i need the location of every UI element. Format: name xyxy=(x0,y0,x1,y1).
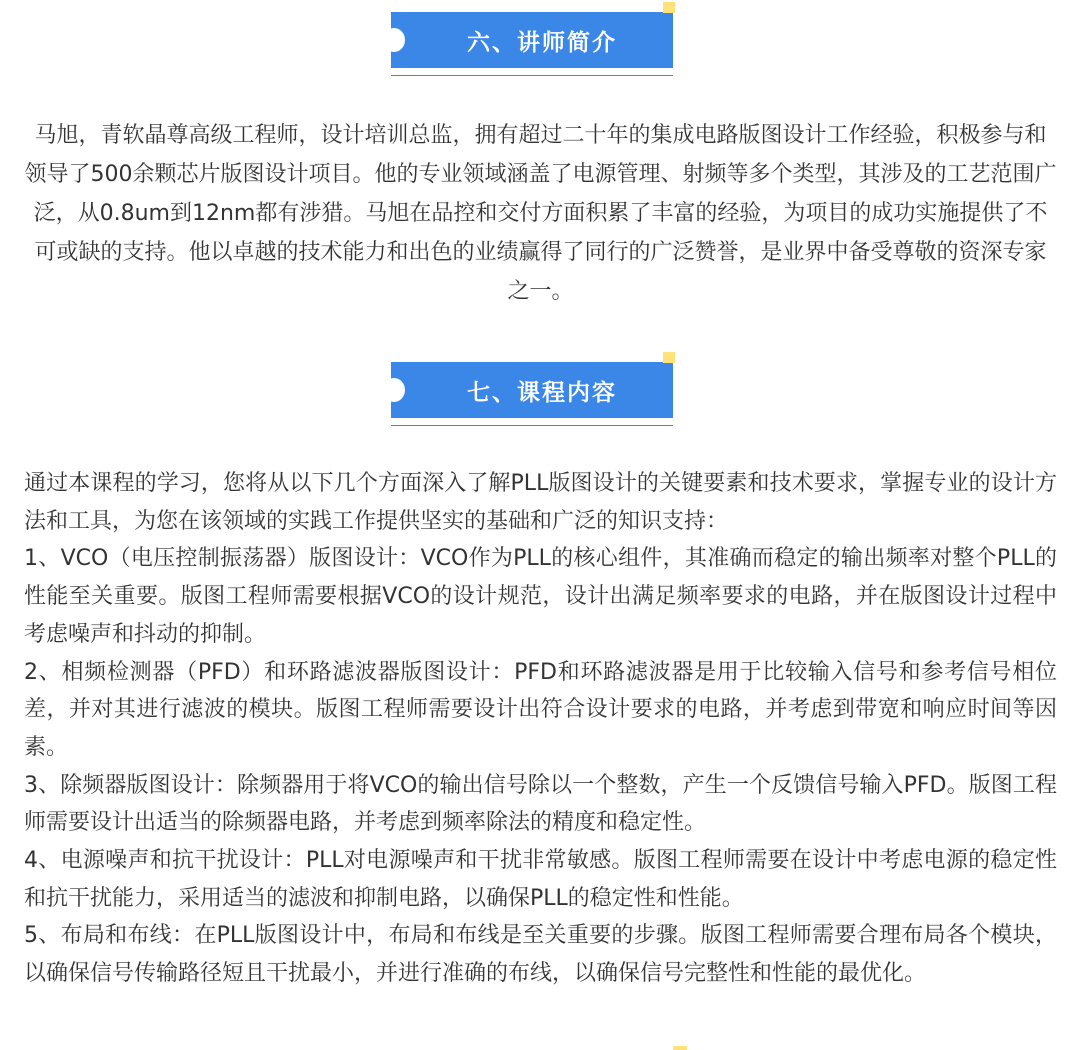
header-notch-decoration xyxy=(383,378,405,402)
instructor-bio: 马旭，青软晶尊高级工程师，设计培训总监，拥有超过二十年的集成电路版图设计工作经验，积极参与和领导了500余颗芯片版图设计项目。他的专业领域涵盖了电源管理、射频等多个类型，其涉及的工艺范围广泛，从0.8um到12nm都有涉猎。马旭在品控和交付方面积累了丰富的经验，为项目的成功实施提供了不可或缺的支持。他以卓越的技术能力和出色的业绩赢得了同行的广泛赞誉，是业界中备受尊敬的资深专家之一。 xyxy=(24,123,1057,304)
header-notch-decoration xyxy=(383,28,405,52)
header-corner-decoration xyxy=(663,2,675,13)
section-title-course: 七、课程内容 xyxy=(467,379,617,406)
course-item-power-noise: 4、电源噪声和抗干扰设计：PLL对电源噪声和干扰非常敏感。版图工程师需要在设计中考虑电源的稳定性和抗干扰能力，采用适当的滤波和抑制电路，以确保PLL的稳定性和性能。 xyxy=(24,848,1057,911)
course-intro: 通过本课程的学习，您将从以下几个方面深入了解PLL版图设计的关键要素和技术要求，掌握专业的设计方法和工具，为您在该领域的实践工作提供坚实的基础和广泛的知识支持： xyxy=(24,471,1057,534)
course-item-layout-routing: 5、布局和布线：在PLL版图设计中，布局和布线是至关重要的步骤。版图工程师需要合理布局各个模块，以确保信号传输路径短且干扰最小，并进行准确的布线，以确保信号完整性和性能的最优化。 xyxy=(24,923,1057,987)
bottom-decoration xyxy=(673,1046,687,1050)
course-item-vco: 1、VCO（电压控制振荡器）版图设计：VCO作为PLL的核心组件，其准确而稳定的输出频率对整个PLL的性能至关重要。版图工程师需要根据VCO的设计规范，设计出满足频率要求的电路，并在版图设计过程中考虑噪声和抖动的抑制。 xyxy=(24,546,1057,647)
header-underline xyxy=(391,75,673,76)
header-corner-decoration xyxy=(663,352,675,363)
section-header-course xyxy=(391,362,673,418)
course-item-divider: 3、除频器版图设计：除频器用于将VCO的输出信号除以一个整数，产生一个反馈信号输入PFD。版图工程师需要设计出适当的除频器电路，并考虑到频率除法的精度和稳定性。 xyxy=(24,772,1057,836)
section-title-instructor: 六、讲师简介 xyxy=(467,29,617,56)
course-item-pfd: 2、相频检测器（PFD）和环路滤波器版图设计：PFD和环路滤波器是用于比较输入信号和参考信号相位差，并对其进行滤波的模块。版图工程师需要设计出符合设计要求的电路，并考虑到带宽和响应时间等因素。 xyxy=(24,659,1057,760)
course-content xyxy=(24,465,1057,993)
header-underline xyxy=(391,425,673,426)
section-header-instructor xyxy=(391,12,673,68)
